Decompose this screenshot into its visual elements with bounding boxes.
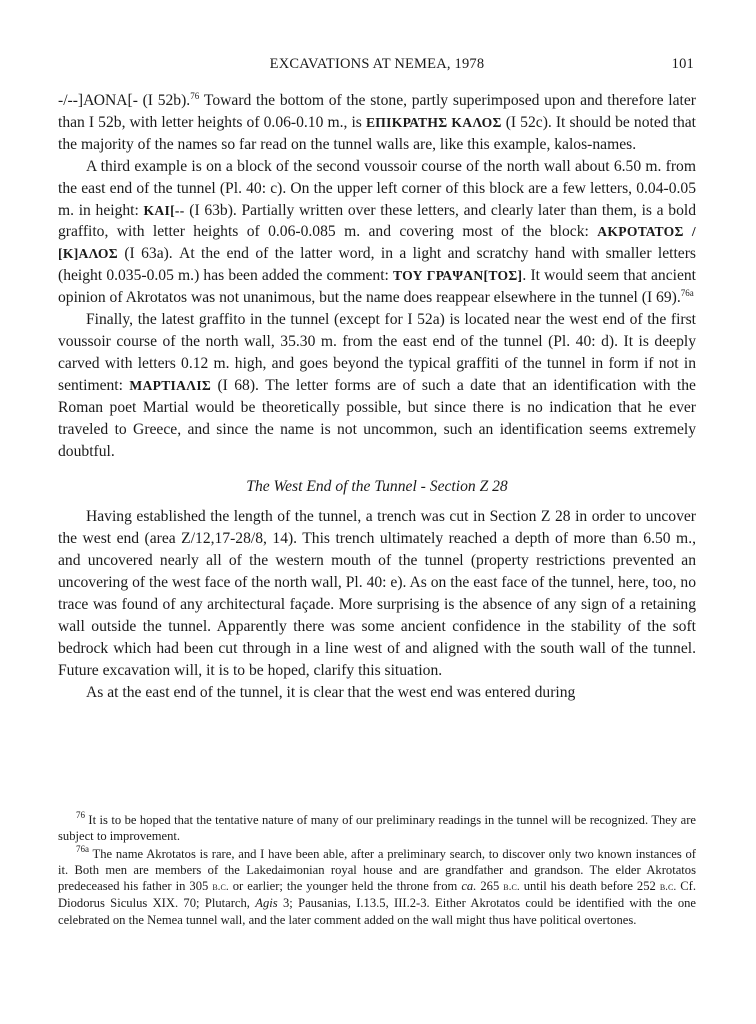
italic-text: Agis — [255, 896, 278, 911]
italic-text: ca. — [461, 879, 477, 894]
footnote-text: until his death before 252 — [519, 879, 660, 894]
running-title: EXCAVATIONS AT NEMEA, 1978 — [269, 56, 485, 72]
greek-inscription: ΕΠΙΚΡΑΤΗΣ ΚΑΛΟΣ — [365, 114, 502, 130]
text-run: (I 63b). Partially written over these letters, and clearly later than them, is a bold graffito, with letter heights of 0.06-0.085 m. and covering most of the block: — [58, 201, 696, 241]
text-run: . It would seem that ancient opinion of Akrotatos was not unanimous, but the name does reappear elsewhere in the tunnel (I 69). — [58, 267, 696, 307]
greek-inscription: ΑΚΡΟΤΑΤΟΣ / [Κ]ΑΛΟΣ — [58, 224, 696, 262]
footnote-ref-76: 76 — [190, 91, 200, 101]
greek-inscription: ΚΑΙ[-- — [143, 202, 185, 218]
footnote-text: 3; Pausanias, I.13.5, III.2-3. Either Akrotatos could be identified with the one celebrated on the Nemea tunnel wall, and the later comment added on the wall might thus have political overtones. — [58, 896, 697, 927]
paragraph-2 — [58, 156, 696, 309]
era-abbrev: b.c. — [659, 881, 677, 894]
footnote-text: The name Akrotatos is rare, and I have been able, after a preliminary search, to discover only two known instances of it. Both men are members of the Lakedaimonian royal house and are grandfather and grandson. The elder Akrotatos predeceased his father in 305 — [58, 846, 696, 894]
running-head — [58, 56, 696, 78]
text-run: (I 68). The letter forms are of such a date that an identification with the Roman poet Martial would be theoretically possible, but since there is no indication that he ever traveled to Greece, and since the name is not uncommon, such an identification seems extremely doubtful. — [58, 376, 696, 460]
footnotes — [58, 812, 696, 928]
page-number: 101 — [671, 56, 694, 72]
paragraph-4: Having established the length of the tunnel, a trench was cut in Section Z 28 in order to uncover the west end (area Z/12,17-28/8, 14). This trench ultimately reached a depth of more than 6.50 m., and uncovered nearly all of the western mouth of the tunnel (property restrictions prevented an uncovering of the west face of the north wall, Pl. 40: e). As on the east face of the tunnel, here, too, no trace was found of any architectural façade. More surprising is the absence of any sign of a retaining wall outside the tunnel. Apparently there was some ancient confidence in the stability of the soft bedrock which had been cut through in a line west of and aligned with the south wall of the tunnel. Future excavation will, it is to be hoped, clarify this situation. — [58, 508, 696, 679]
footnote-marker: 76a — [76, 843, 89, 854]
text-run: (I 63a). At the end of the latter word, in a light and scratchy hand with smaller letters (height 0.035-0.05 m.) has been added the comment: — [58, 245, 696, 285]
paragraph-1 — [58, 90, 696, 156]
footnote-76 — [58, 812, 696, 845]
era-abbrev: b.c. — [503, 881, 520, 894]
section-heading: The West End of the Tunnel - Section Z 28 — [246, 478, 508, 496]
footnote-marker: 76 — [76, 810, 85, 820]
footnote-text: Cf. Diodorus Siculus XIX. 70; Plutarch, — [58, 879, 697, 911]
inscription-fragment: -/--]ΑΟΝΑ[- (I 52b). — [58, 92, 191, 109]
greek-inscription: ΜΑΡΤΙΑΛΙΣ — [129, 377, 212, 393]
text-run: A third example is on a block of the second voussoir course of the north wall about 6.50 m. from the east end of the tunnel (Pl. 40: c). On the upper left corner of this block are a few letters, 0.04-0.05 m. in height: — [58, 157, 696, 219]
paragraph-5: As at the east end of the tunnel, it is clear that the west end was entered during — [86, 683, 576, 701]
body-text — [58, 90, 696, 703]
footnote-76a — [58, 843, 697, 928]
era-abbrev: b.c. — [212, 881, 229, 894]
footnote-text: 265 — [476, 879, 504, 894]
footnote-text: It is to be hoped that the tentative nature of many of our preliminary readings in the tunnel will be recognized. They are subject to improvement. — [58, 813, 696, 844]
text-run: Toward the bottom of the stone, partly superimposed upon and therefore later than I 52b, with letter heights of 0.06-0.10 m., is — [58, 92, 696, 131]
text-run: Finally, the latest graffito in the tunnel (except for I 52a) is located near the west end of the first voussoir course of the north wall, 35.30 m. from the east end of the tunnel (Pl. 40: d). It is deeply carved with letters 0.12 m. high, and goes beyond the typical graffiti of the tunnel in form if not in sentiment: — [58, 311, 696, 394]
greek-inscription: ΤΟΥ ΓΡΑΨΑΝ[ΤΟΣ] — [393, 268, 523, 284]
footnote-text: or earlier; the younger held the throne from — [228, 879, 462, 894]
paragraph-3 — [58, 309, 696, 462]
footnote-ref-76a: 76a — [680, 288, 694, 299]
text-run: (I 52c). It should be noted that the majority of the names so far read on the tunnel walls are, like this example, kalos-names. — [58, 113, 697, 153]
